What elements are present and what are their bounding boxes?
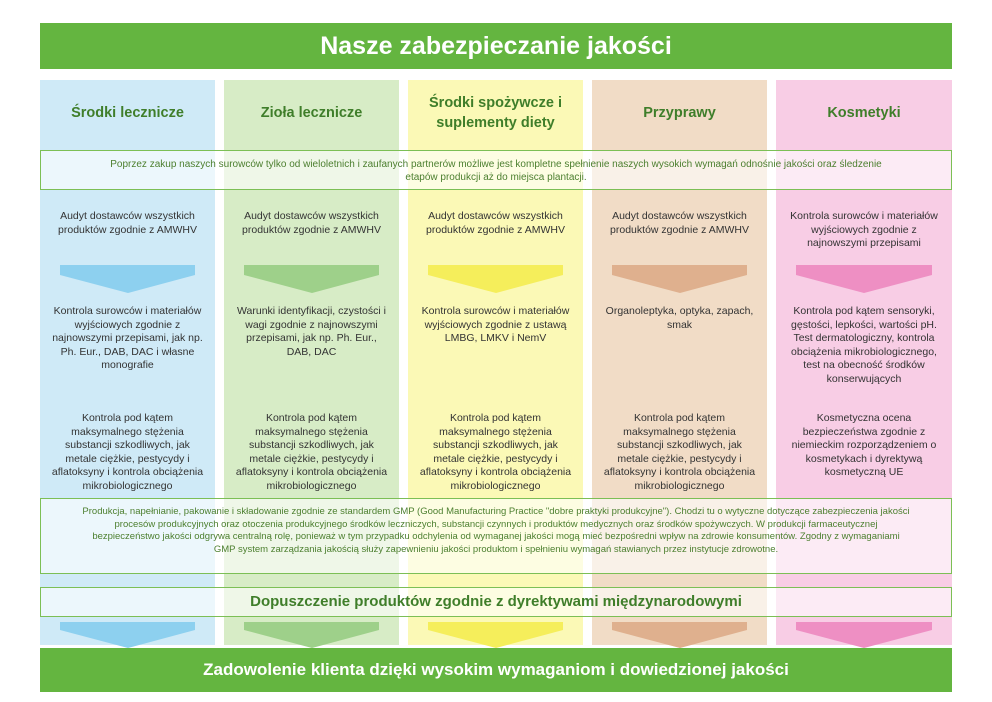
step2-text — [602, 305, 757, 332]
step1-text — [786, 210, 942, 251]
gmp-text: Produkcja, napełnianie, pakowanie i składowanie zgodnie ze standardem GMP (Good Manufacturing Practice "dobre praktyki produkcyjne"). Chodzi tu o wytyczne dotyczące zabezpieczenia jakości procesów produkcyjnych oraz otoczenia produkcyjnego środków leczniczych, substancji czynnych i produktów medycznych oraz środków spożywczych. W produkcji farmaceutycznej bezpieczeństwo jakości odgrywa centralną rolę, ponieważ w tym przypadku odchylenia od wymaganej jakości mogą mieć bezpośredni wpływ na zdrowie konsumentów. Zgodny z wymaganiami GMP system zarządzania jakością służy zapewnieniu jakości produktom i spełnieniu wymagań stawianych przez instytucje zdrowotne. — [82, 506, 910, 555]
step2-label: Kontrola surowców i materiałów wyjściowych zgodnie z ustawą LMBG, LMKV i NemV — [421, 305, 570, 344]
step3-text — [418, 412, 573, 493]
step3-text — [234, 412, 389, 493]
approval-text: Dopuszczenie produktów zgodnie z dyrektywami międzynarodowymi — [250, 593, 742, 610]
column-header — [40, 85, 215, 140]
arrow-down-icon — [592, 265, 767, 293]
step1-label: Audyt dostawców wszystkich produktów zgodnie z AMWHV — [58, 210, 197, 236]
arrow-down-icon — [40, 265, 215, 293]
column-header-label: Kosmetyki — [827, 104, 901, 121]
column-header — [776, 85, 952, 140]
step1-text — [50, 210, 205, 237]
step3-label: Kosmetyczna ocena bezpieczeństwa zgodnie z niemieckim rozporządzeniem o kosmetykach i dyrektywą kosmetyczną UE — [791, 412, 937, 478]
footer-banner — [40, 648, 952, 692]
partners-band — [40, 150, 952, 190]
title-banner — [40, 23, 952, 69]
step2-label: Warunki identyfikacji, czystości i wagi zgodnie z najnowszymi przepisami, jak np. Ph. Eur., DAB, DAC — [237, 305, 386, 358]
step2-text — [418, 305, 573, 346]
step1-text — [602, 210, 757, 237]
footer-text: Zadowolenie klienta dzięki wysokim wymaganiom i dowiedzionej jakości — [203, 660, 789, 679]
step3-label: Kontrola pod kątem maksymalnego stężenia substancji szkodliwych, jak metale ciężkie, pestycydy i aflatoksyny i kontrola obciążenia mikrobiologicznego — [419, 412, 572, 492]
step1-label: Kontrola surowców i materiałów wyjściowych zgodnie z najnowszymi przepisami — [790, 210, 938, 249]
step2-label: Kontrola pod kątem sensoryki, gęstości, lepkości, wartości pH. Test dermatologiczny, kontrola obciążenia mikrobiologicznego, test na obecność środków konserwujących — [791, 305, 937, 385]
step1-text — [418, 210, 573, 237]
step2-text — [786, 305, 942, 386]
arrow-down-icon — [592, 622, 767, 648]
step2-label: Organoleptyka, optyka, zapach, smak — [605, 305, 754, 331]
column-header — [592, 85, 767, 140]
step3-label: Kontrola pod kątem maksymalnego stężenia substancji szkodliwych, jak metale ciężkie, pestycydy i aflatoksyny i kontrola obciążenia mikrobiologicznego — [51, 412, 204, 492]
arrow-down-icon — [224, 622, 399, 648]
gmp-band — [40, 498, 952, 574]
step3-text — [602, 412, 757, 493]
step3-text — [786, 412, 942, 480]
column-header-label: Przyprawy — [643, 104, 716, 121]
column-header — [224, 85, 399, 140]
step3-label: Kontrola pod kątem maksymalnego stężenia substancji szkodliwych, jak metale ciężkie, pestycydy i aflatoksyny i kontrola obciążenia mikrobiologicznego — [603, 412, 756, 492]
arrow-down-icon — [776, 265, 952, 293]
step2-label: Kontrola surowców i materiałów wyjściowych zgodnie z najnowszymi przepisami, jak np. Ph. Eur., DAB, DAC i własne monografie — [52, 305, 203, 371]
step2-text — [234, 305, 389, 359]
column-header-label: Środki lecznicze — [71, 104, 184, 121]
arrow-down-icon — [776, 622, 952, 648]
column-header-label: Zioła lecznicze — [260, 104, 363, 121]
step1-label: Audyt dostawców wszystkich produktów zgodnie z AMWHV — [426, 210, 565, 236]
step2-text — [50, 305, 205, 373]
step1-label: Audyt dostawców wszystkich produktów zgodnie z AMWHV — [610, 210, 749, 236]
step1-text — [234, 210, 389, 237]
arrow-down-icon — [408, 622, 583, 648]
arrow-down-icon — [408, 265, 583, 293]
column-header-label: Środki spożywcze i suplementy diety — [429, 94, 562, 131]
arrow-down-icon — [40, 622, 215, 648]
column-header — [418, 85, 573, 140]
step3-label: Kontrola pod kątem maksymalnego stężenia substancji szkodliwych, jak metale ciężkie, pestycydy i aflatoksyny i kontrola obciążenia mikrobiologicznego — [235, 412, 388, 492]
arrow-down-icon — [224, 265, 399, 293]
page-title: Nasze zabezpieczanie jakości — [320, 31, 672, 60]
approval-band — [40, 587, 952, 617]
step1-label: Audyt dostawców wszystkich produktów zgodnie z AMWHV — [242, 210, 381, 236]
partners-text: Poprzez zakup naszych surowców tylko od wieloletnich i zaufanych partnerów możliwe jest kompletne spełnienie naszych wysokich wymagań odnośnie jakości oraz śledzenie etapów produkcji aż do miejsca plantacji. — [110, 159, 882, 183]
step3-text — [50, 412, 205, 493]
